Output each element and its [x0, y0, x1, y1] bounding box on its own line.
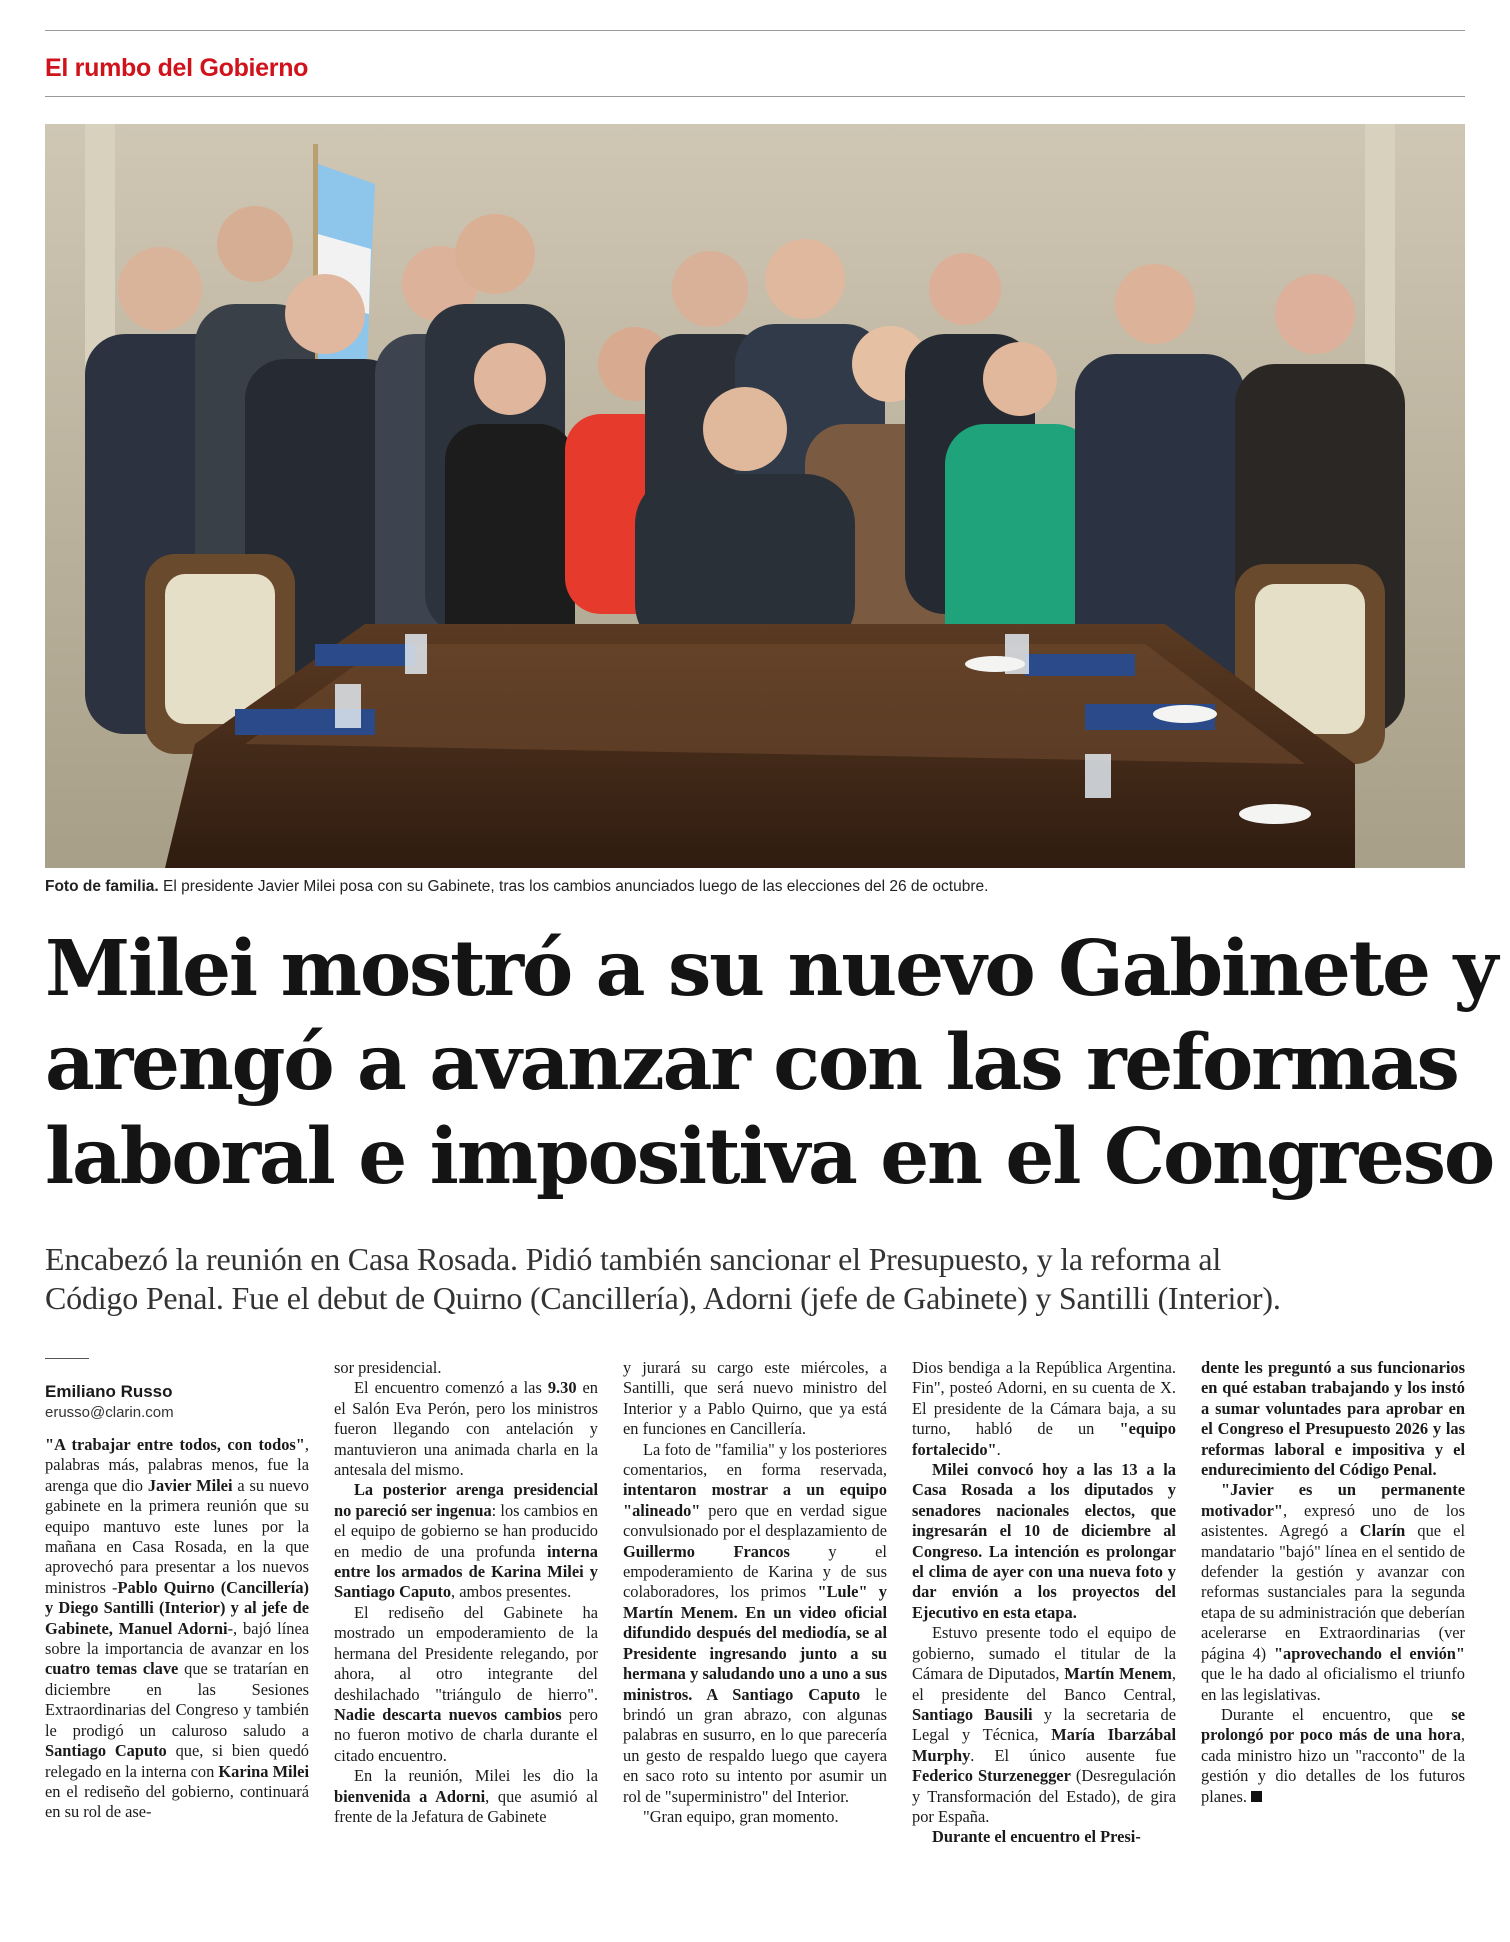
- paragraph: [912, 1358, 1176, 1460]
- deck-line-2: Código Penal. Fue el debut de Quirno (Cancillería), Adorni (jefe de Gabinete) y Santilli (Interior).: [45, 1280, 1281, 1316]
- text-run: , cada ministro hizo un "racconto" de la gestión y dio detalles de los futuros planes.: [1201, 1725, 1465, 1806]
- text-run: a su nuevo gabinete en la primera reunión que su equipo mantuvo este lunes por la mañana en Casa Rosada, en la que aprovechó para presentar a los nuevos ministros -: [45, 1475, 310, 1597]
- text-run: , el presidente del Banco Central,: [912, 1664, 1176, 1704]
- paragraph: [334, 1378, 598, 1480]
- bold-run: Santiago Bausili: [912, 1704, 1033, 1724]
- deck: [45, 1240, 1475, 1318]
- text-run: que se tratarían en diciembre en las Sesiones Extraordinarias del Congreso y también le prodigó un caluroso saludo a: [45, 1659, 310, 1740]
- bold-run: 9.30: [547, 1378, 577, 1398]
- paragraph: [1201, 1705, 1465, 1807]
- bold-run: Santiago Caputo: [45, 1741, 167, 1761]
- column-1: [45, 1358, 309, 1823]
- text-run: , ambos presentes.: [451, 1582, 572, 1602]
- section-label: El rumbo del Gobierno: [45, 54, 309, 82]
- headline-line-1: Milei mostró a su nuevo Gabinete y: [45, 924, 1496, 1014]
- text-run: "Gran equipo, gran momento.: [643, 1806, 839, 1826]
- top-rule: [45, 30, 1465, 31]
- paragraph: [334, 1358, 598, 1378]
- bold-run: María Ibarzábal Murphy: [912, 1725, 1176, 1765]
- text-run: , que asumió al frente de la Jefatura de Gabinete: [334, 1786, 599, 1826]
- text-run: que, si bien quedó relegado en la interna con: [45, 1741, 309, 1781]
- text-run: .: [996, 1439, 1001, 1459]
- bold-run: dente les preguntó a sus funcionarios en qué estaban trabajando y los instó a sumar voluntades para aprobar en el Congreso el Presupuesto 2026 y las reformas laboral e impositiva y el endurecimiento del Código Penal.: [1201, 1358, 1465, 1480]
- text-run: , palabras más, palabras menos, fue la arenga que dio: [45, 1435, 309, 1495]
- byline-author: Emiliano Russo: [45, 1382, 173, 1401]
- bold-run: interna entre los armados de Karina Milei y Santiago Caputo: [334, 1541, 598, 1602]
- cabinet-photo: [45, 124, 1465, 868]
- paragraph: [912, 1460, 1176, 1623]
- byline-email: erusso@clarin.com: [45, 1404, 174, 1421]
- bold-run: se prolongó por poco más de una hora: [1201, 1704, 1465, 1745]
- byline-rule: [45, 1358, 89, 1359]
- text-run: en el rediseño del gobierno, continuará en su rol de ase-: [45, 1781, 309, 1822]
- column-2-text: [334, 1358, 598, 1827]
- bold-run: Martín Menem: [1064, 1664, 1172, 1684]
- column-3: [623, 1358, 887, 1827]
- bold-run: "A trabajar entre todos, con todos": [45, 1435, 305, 1454]
- column-5: [1201, 1358, 1465, 1807]
- column-1-text: [45, 1435, 309, 1823]
- text-run: . El único ausente fue: [970, 1745, 1176, 1765]
- text-run: Dios bendiga a la República Argentina. Fin", posteó Adorni, en su cuenta de X. El presidente de la Cámara baja, a su turno, habló de un: [912, 1358, 1176, 1439]
- bold-run: "Lule" y Martín Menem. En un video oficial difundido después del mediodía, se al Presidente ingresando junto a su hermana y saludando uno a uno a sus ministros. A Santiago Caputo: [623, 1582, 887, 1704]
- headline-line-2: arengó a avanzar con las reformas: [45, 1018, 1458, 1108]
- column-4-text: [912, 1358, 1176, 1848]
- text-run: El rediseño del Gabinete ha mostrado un empoderamiento de la hermana del Presidente relegando, por ahora, al otro integrante del deshilachado "triángulo de hierro".: [334, 1602, 598, 1704]
- bold-run: "equipo fortalecido": [912, 1419, 1176, 1459]
- column-2: [334, 1358, 598, 1827]
- bold-run: "aprovechando el envión": [1273, 1643, 1465, 1663]
- paragraph: [623, 1440, 887, 1807]
- headline-line-3: laboral e impositiva en el Congreso: [45, 1112, 1493, 1202]
- text-run: en el Salón Eva Perón, pero los ministros fueron llegando con antelación y mantuvieron una animada charla en la antesala del mismo.: [334, 1378, 598, 1480]
- paragraph: [45, 1435, 309, 1823]
- text-run: En la reunión, Milei les dio la: [354, 1766, 598, 1786]
- bold-run: La posterior arenga presidencial no pareció ser ingenua: [334, 1480, 598, 1520]
- paragraph: [334, 1603, 598, 1766]
- bold-run: intentaron mostrar a un equipo "alineado": [623, 1480, 887, 1520]
- bold-run: cuatro temas clave: [45, 1659, 179, 1679]
- paragraph: [623, 1358, 887, 1440]
- paragraph: [912, 1623, 1176, 1827]
- text-run: y el empoderamiento de Karina y de sus colaboradores, los primos: [623, 1541, 887, 1602]
- text-run: Estuvo presente todo el equipo de gobierno, sumado el titular de la Cámara de Diputados,: [912, 1623, 1176, 1684]
- text-run: El encuentro comenzó a las: [354, 1378, 548, 1398]
- article-body: [45, 1358, 1465, 1918]
- headline: [45, 922, 1496, 1204]
- bold-run: bienvenida a Adorni: [334, 1786, 486, 1806]
- text-run: Durante el encuentro, que: [1221, 1704, 1452, 1724]
- section-rule: [45, 96, 1465, 97]
- paragraph: [912, 1827, 1176, 1847]
- bold-run: Javier Milei: [147, 1475, 233, 1495]
- caption-text: El presidente Javier Milei posa con su Gabinete, tras los cambios anunciados luego de las elecciones del 26 de octubre.: [163, 878, 989, 895]
- paragraph: [334, 1766, 598, 1827]
- text-run: le brindó un gran abrazo, con algunas palabras en susurro, en lo que parecería un gesto de respaldo luego que cayera en saco roto su intento por asumir un rol de "superministro" del Interior.: [623, 1684, 887, 1806]
- bold-run: Durante el encuentro el Presi-: [932, 1827, 1141, 1847]
- text-run: y jurará su cargo este miércoles, a Santilli, que será nuevo ministro del Interior y a Pablo Quirno, que ya está en funciones en Cancillería.: [623, 1358, 887, 1439]
- text-run: -, bajó línea sobre la importancia de avanzar en los: [45, 1618, 309, 1659]
- caption-lead: Foto de familia.: [45, 878, 159, 895]
- bold-run: Federico Sturzenegger: [912, 1766, 1071, 1786]
- paragraph: [1201, 1480, 1465, 1704]
- bold-run: Guillermo Francos: [623, 1541, 790, 1561]
- bold-run: Karina Milei: [218, 1761, 309, 1781]
- text-run: que le ha dado al oficialismo el triunfo en las legislativas.: [1201, 1664, 1465, 1704]
- bold-run: Milei convocó hoy a las 13 a la Casa Rosada a los diputados y senadores nacionales electos, que ingresarán el 10 de diciembre al Congreso. La intención es prolongar el clima de ayer con una nueva foto y dar envión a los proyectos del Ejecutivo en esta etapa.: [912, 1460, 1176, 1622]
- text-run: pero no fueron motivo de charla durante el citado encuentro.: [334, 1704, 598, 1765]
- bold-run: "Javier es un permanente motivador": [1201, 1480, 1465, 1520]
- text-run: (Desregulación y Transformación del Estado), de gira por España.: [912, 1766, 1177, 1826]
- text-run: sor presidencial.: [334, 1358, 442, 1377]
- end-mark: [1251, 1791, 1262, 1802]
- paragraph: [334, 1480, 598, 1602]
- bold-run: Nadie descarta nuevos cambios: [334, 1704, 562, 1724]
- text-run: La foto de "familia" y los posteriores comentarios, en forma reservada,: [623, 1439, 887, 1480]
- column-5-text: [1201, 1358, 1465, 1807]
- bold-run: Clarín: [1359, 1521, 1406, 1541]
- paragraph: [623, 1807, 887, 1827]
- text-run: y la secretaria de Legal y Técnica,: [912, 1704, 1176, 1745]
- paragraph: [1201, 1358, 1465, 1480]
- text-run: : los cambios en el equipo de gobierno se han producido en medio de una profunda: [334, 1500, 598, 1561]
- deck-line-1: Encabezó la reunión en Casa Rosada. Pidió también sancionar el Presupuesto, y la reforma al: [45, 1241, 1222, 1277]
- bold-run: Pablo Quirno (Cancillería) y Diego Santilli (Interior) y al jefe de Gabinete, Manuel Adorni: [45, 1577, 309, 1638]
- column-3-text: [623, 1358, 887, 1827]
- text-run: pero que en verdad sigue convulsionado por el desplazamiento de: [623, 1500, 887, 1541]
- photo-caption: [45, 878, 1465, 896]
- column-4: [912, 1358, 1176, 1848]
- text-run: que el mandatario "bajó" línea en el sentido de defender la gestión y avanzar con reformas sustanciales para la segunda etapa de su administración que deberían acelerarse en Extraordinarias (ver página 4): [1201, 1521, 1465, 1663]
- text-run: , expresó uno de los asistentes. Agregó a: [1201, 1500, 1465, 1541]
